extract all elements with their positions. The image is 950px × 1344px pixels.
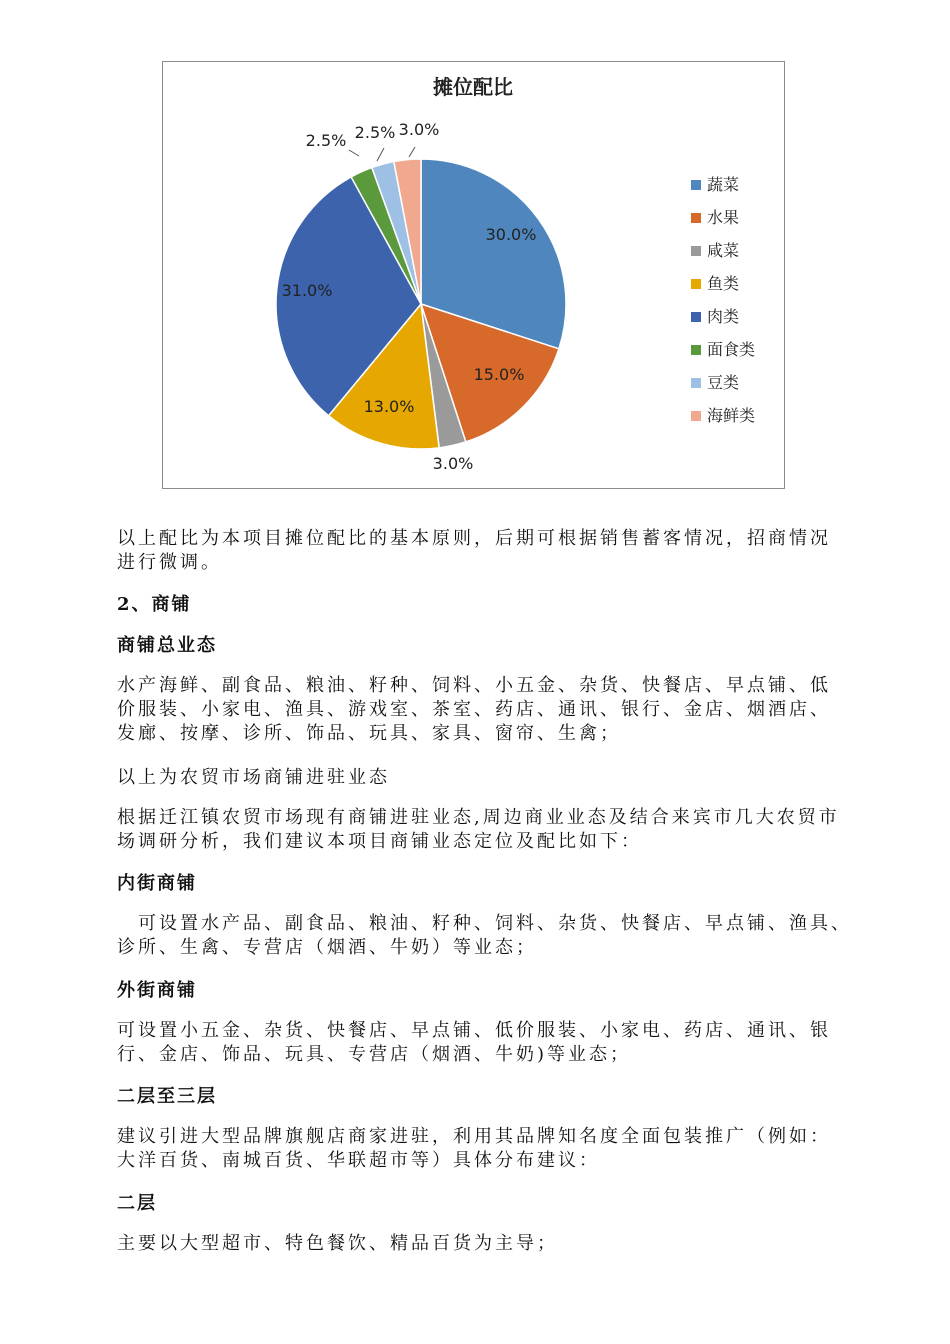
paragraph-line: 可设置小五金、杂货、快餐店、早点铺、低价服装、小家电、药店、通讯、银 [117,1020,831,1041]
paragraph-line: 发廊、按摩、诊所、饰品、玩具、家具、窗帘、生禽； [117,723,621,744]
slice-data-label: 30.0% [485,225,537,244]
paragraph-line: 价服装、小家电、渔具、游戏室、茶室、药店、通讯、银行、金店、烟酒店、 [117,699,831,720]
legend-label: 肉类 [707,307,740,326]
paragraph-line: 主要以大型超市、特色餐饮、精品百货为主导； [117,1233,558,1254]
section-heading-shops: 2、商铺 [117,594,192,615]
pie-chart [162,61,785,489]
pie-slices [276,159,566,449]
legend-swatch [691,345,701,355]
legend-label: 鱼类 [707,274,740,293]
leader-line [377,148,384,161]
paragraph-line: 水产海鲜、副食品、粮油、籽种、饲料、小五金、杂货、快餐店、早点铺、低 [117,675,831,696]
slice-data-label: 2.5% [354,123,396,142]
paragraph-formats-summary [117,766,897,790]
legend-label: 咸菜 [707,241,740,260]
paragraph-analysis [117,806,897,854]
heading-overall-formats: 商铺总业态 [117,635,217,656]
heading-floors-two-three: 二层至三层 [117,1086,217,1107]
paragraph-line: 诊所、生禽、专营店（烟酒、牛奶）等业态； [117,937,537,958]
heading-outer-street-shops: 外街商铺 [117,980,197,1001]
legend-swatch [691,312,701,322]
paragraph-ratio-note [117,527,897,575]
legend-swatch [691,180,701,190]
slice-data-label: 15.0% [473,365,525,384]
paragraph-second-floor [117,1232,897,1256]
paragraph-line: 大洋百货、南城百货、华联超市等）具体分布建议： [117,1150,600,1171]
legend-label: 海鲜类 [707,406,756,425]
legend-swatch [691,246,701,256]
leader-line [409,147,415,157]
legend-swatch [691,213,701,223]
slice-data-label: 2.5% [305,131,347,150]
paragraph-line: 进行微调。 [117,552,222,573]
slice-data-label: 31.0% [281,281,333,300]
slice-data-label: 3.0% [432,454,474,473]
legend-swatch [691,411,701,421]
heading-second-floor: 二层 [117,1193,157,1214]
chart-title: 摊位配比 [433,75,513,99]
paragraph-formats-list [117,674,897,746]
chart-legend [691,175,755,425]
paragraph-flagship-stores [117,1125,897,1173]
leader-line [349,150,359,156]
paragraph-line: 行、金店、饰品、玩具、专营店（烟酒、牛奶)等业态； [117,1044,632,1065]
legend-label: 水果 [707,208,740,227]
paragraph-line: 建议引进大型品牌旗舰店商家进驻，利用其品牌知名度全面包装推广（例如： [117,1126,831,1147]
slice-data-label: 3.0% [398,120,440,139]
legend-swatch [691,378,701,388]
paragraph-line: 根据迁江镇农贸市场现有商铺进驻业态,周边商业业态及结合来宾市几大农贸市 [117,807,840,828]
slice-data-label: 13.0% [363,397,415,416]
paragraph-line: 以上配比为本项目摊位配比的基本原则，后期可根据销售蓄客情况，招商情况 [117,528,831,549]
legend-label: 蔬菜 [707,175,740,194]
paragraph-line: 以上为农贸市场商铺进驻业态 [117,767,390,788]
heading-inner-street-shops: 内街商铺 [117,873,197,894]
paragraph-inner-street [117,912,897,960]
paragraph-line: 可设置水产品、副食品、粮油、籽种、饲料、杂货、快餐店、早点铺、渔具、 [117,913,852,934]
pie-chart-canvas [163,62,784,488]
legend-label: 豆类 [707,373,740,392]
paragraph-outer-street [117,1019,897,1067]
legend-swatch [691,279,701,289]
paragraph-line: 场调研分析，我们建议本项目商铺业态定位及配比如下： [117,831,642,852]
legend-label: 面食类 [707,340,756,359]
